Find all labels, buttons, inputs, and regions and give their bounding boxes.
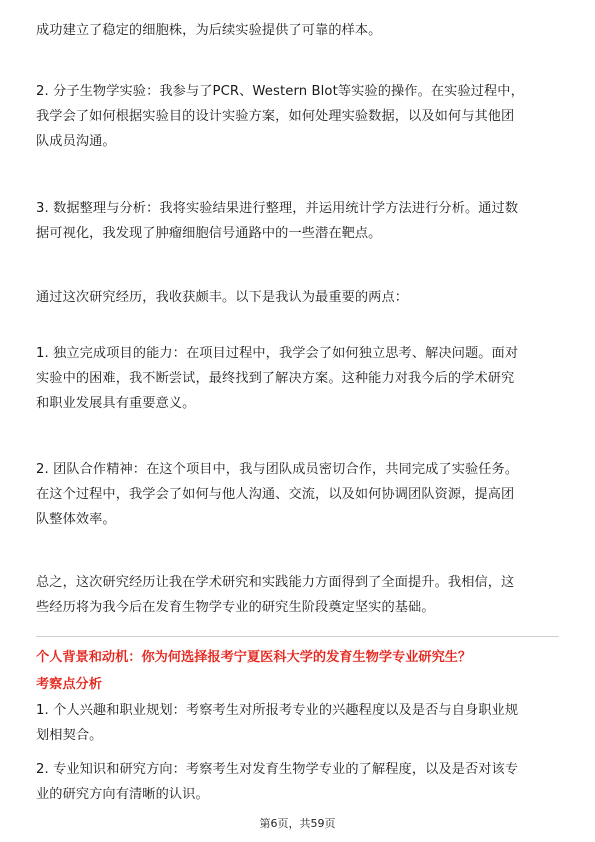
text-line: 在这个过程中，我学会了如何与他人沟通、交流，以及如何协调团队资源，提高团 xyxy=(36,487,515,502)
paragraph-teamwork xyxy=(36,457,560,532)
paragraph-independence xyxy=(36,341,560,416)
section-divider xyxy=(36,636,559,637)
analysis-label: 考察点分析 xyxy=(36,677,102,692)
text-line: 队成员沟通。 xyxy=(36,134,116,149)
text-line: 和职业发展具有重要意义。 xyxy=(36,396,196,411)
text-line: 实验中的困难，我不断尝试，最终找到了解决方案。这种能力对我今后的学术研究 xyxy=(36,371,515,386)
text-line: 我学会了如何根据实验目的设计实验方案，如何处理实验数据，以及如何与其他团 xyxy=(36,109,515,124)
text-line: 通过这次研究经历，我收获颇丰。以下是我认为最重要的两点： xyxy=(36,290,409,305)
text-line: 1. 个人兴趣和职业规划：考察考生对所报考专业的兴趣程度以及是否与自身职业规 xyxy=(36,703,519,718)
paragraph-conclusion xyxy=(36,570,560,620)
interview-question: 个人背景和动机：你为何选择报考宁夏医科大学的发育生物学专业研究生？ xyxy=(36,650,472,665)
analysis-point-interest xyxy=(36,698,560,748)
text-line: 队整体效率。 xyxy=(36,512,116,527)
paragraph-molecular-biology xyxy=(36,79,560,154)
paragraph-cell-line-result xyxy=(36,18,560,43)
text-line: 3. 数据整理与分析：我将实验结果进行整理，并运用统计学方法进行分析。通过数 xyxy=(36,201,519,216)
text-line: 2. 分子生物学实验：我参与了PCR、Western Blot等实验的操作。在实验过程中， xyxy=(36,84,524,99)
text-line: 2. 团队合作精神：在这个项目中，我与团队成员密切合作，共同完成了实验任务。 xyxy=(36,462,519,477)
text-line: 总之，这次研究经历让我在学术研究和实践能力方面得到了全面提升。我相信，这 xyxy=(36,575,515,590)
analysis-point-knowledge xyxy=(36,757,560,807)
paragraph-data-analysis xyxy=(36,196,560,246)
text-line: 2. 专业知识和研究方向：考察考生对发育生物学专业的了解程度，以及是否对该专 xyxy=(36,762,519,777)
text-line: 划相契合。 xyxy=(36,728,103,743)
page-footer: 第6页，共59页 xyxy=(259,817,336,830)
text-line: 1. 独立完成项目的能力：在项目过程中，我学会了如何独立思考、解决问题。面对 xyxy=(36,346,519,361)
text-line: 据可视化，我发现了肿瘤细胞信号通路中的一些潜在靶点。 xyxy=(36,226,382,241)
text-line: 业的研究方向有清晰的认识。 xyxy=(36,787,209,802)
paragraph-gains-intro xyxy=(36,285,560,310)
text-line: 成功建立了稳定的细胞株，为后续实验提供了可靠的样本。 xyxy=(36,23,382,38)
text-line: 些经历将为我今后在发育生物学专业的研究生阶段奠定坚实的基础。 xyxy=(36,600,435,615)
